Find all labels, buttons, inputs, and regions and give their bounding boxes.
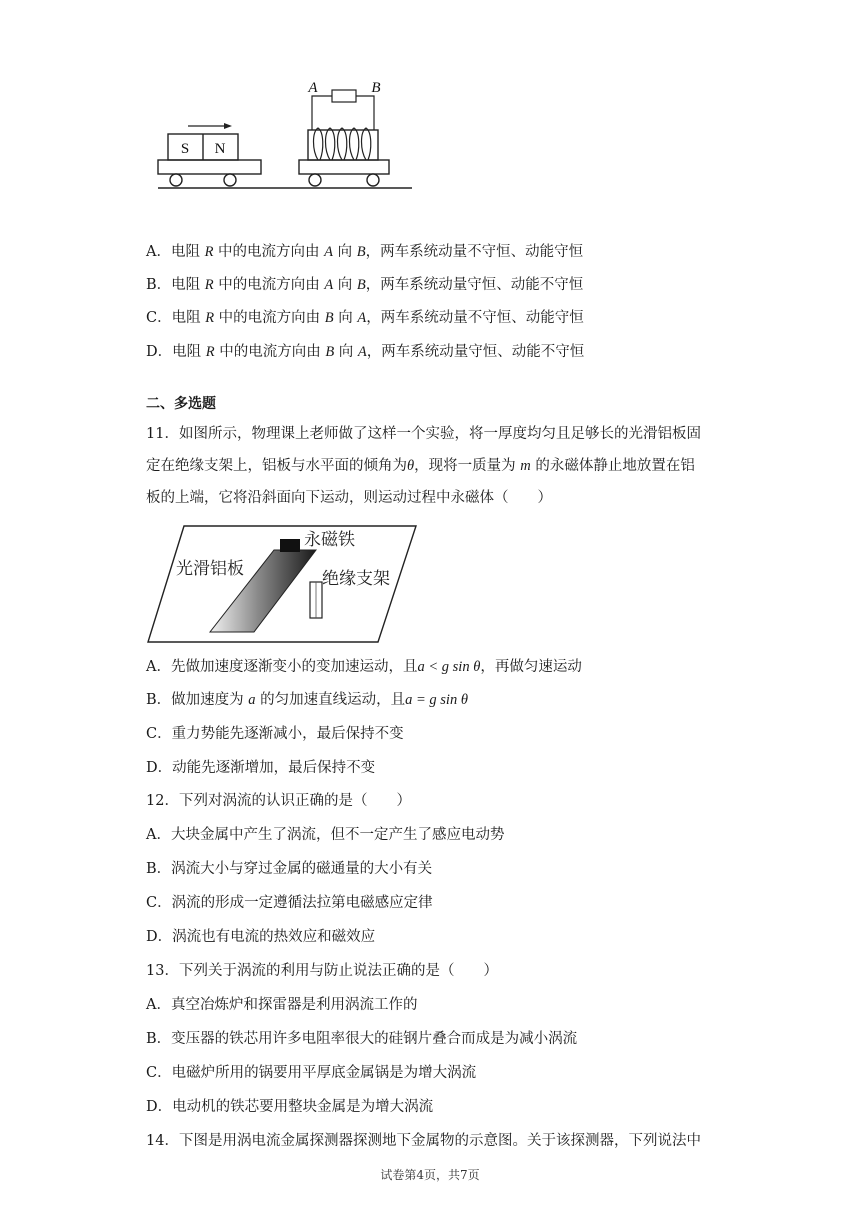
q11-option-b: B．做加速度为 a 的匀加速直线运动，且a = g sin θ [146,692,468,708]
q10-option-b: B．电阻 R 中的电流方向由 A 向 B，两车系统动量守恒、动能不守恒 [146,277,584,293]
section-title: 二、多选题 [146,396,216,412]
q13-stem: 13．下列关于涡流的利用与防止说法正确的是（ ） [146,963,498,979]
label-plate: 光滑铝板 [176,559,244,578]
q11-stem-line2: 定在绝缘支架上，铝板与水平面的倾角为θ，现将一质量为 m 的永磁体静止地放置在铝 [146,458,695,474]
page-footer: 试卷第4页，共7页 [380,1168,480,1182]
q11-stem-line1: 11．如图所示，物理课上老师做了这样一个实验，将一厚度均匀且足够长的光滑铝板固 [146,426,701,442]
q12-option-d: D．涡流也有电流的热效应和磁效应 [146,929,376,945]
q10-option-d: D．电阻 R 中的电流方向由 B 向 A，两车系统动量守恒、动能不守恒 [146,344,585,360]
q13-option-c: C．电磁炉所用的锅要用平厚底金属锅是为增大涡流 [146,1065,477,1081]
figure-aluminum-plate [144,520,424,648]
q11-option-d: D．动能先逐渐增加，最后保持不变 [146,760,376,776]
q10-option-c: C．电阻 R 中的电流方向由 B 向 A，两车系统动量不守恒、动能守恒 [146,310,584,326]
label-b: B [371,80,381,96]
figure-magnet-carts [150,70,420,192]
q11-option-a: A．先做加速度逐渐变小的变加速运动，且a < g sin θ，再做匀速运动 [146,659,582,675]
q11-stem-line3: 板的上端，它将沿斜面向下运动，则运动过程中永磁体（ ） [146,490,552,506]
q13-option-d: D．电动机的铁芯要用整块金属是为增大涡流 [146,1099,434,1115]
q13-option-b: B．变压器的铁芯用许多电阻率很大的硅钢片叠合而成是为减小涡流 [146,1031,578,1047]
q12-stem: 12．下列对涡流的认识正确的是（ ） [146,793,411,809]
magnet-n-label: N [214,141,226,157]
label-magnet: 永磁铁 [304,530,355,549]
q11-option-c: C．重力势能先逐渐减小，最后保持不变 [146,726,404,742]
q13-option-a: A．真空冶炼炉和探雷器是利用涡流工作的 [146,997,418,1013]
q12-option-b: B．涡流大小与穿过金属的磁通量的大小有关 [146,861,433,877]
q14-stem: 14．下图是用涡电流金属探测器探测地下金属物的示意图。关于该探测器，下列说法中 [146,1133,701,1149]
label-stand: 绝缘支架 [322,569,390,588]
magnet-s-label: S [180,141,190,157]
q12-option-c: C．涡流的形成一定遵循法拉第电磁感应定律 [146,895,433,911]
q12-option-a: A．大块金属中产生了涡流，但不一定产生了感应电动势 [146,827,505,843]
label-a: A [308,80,318,96]
q10-option-a: A．电阻 R 中的电流方向由 A 向 B，两车系统动量不守恒、动能守恒 [146,244,584,260]
